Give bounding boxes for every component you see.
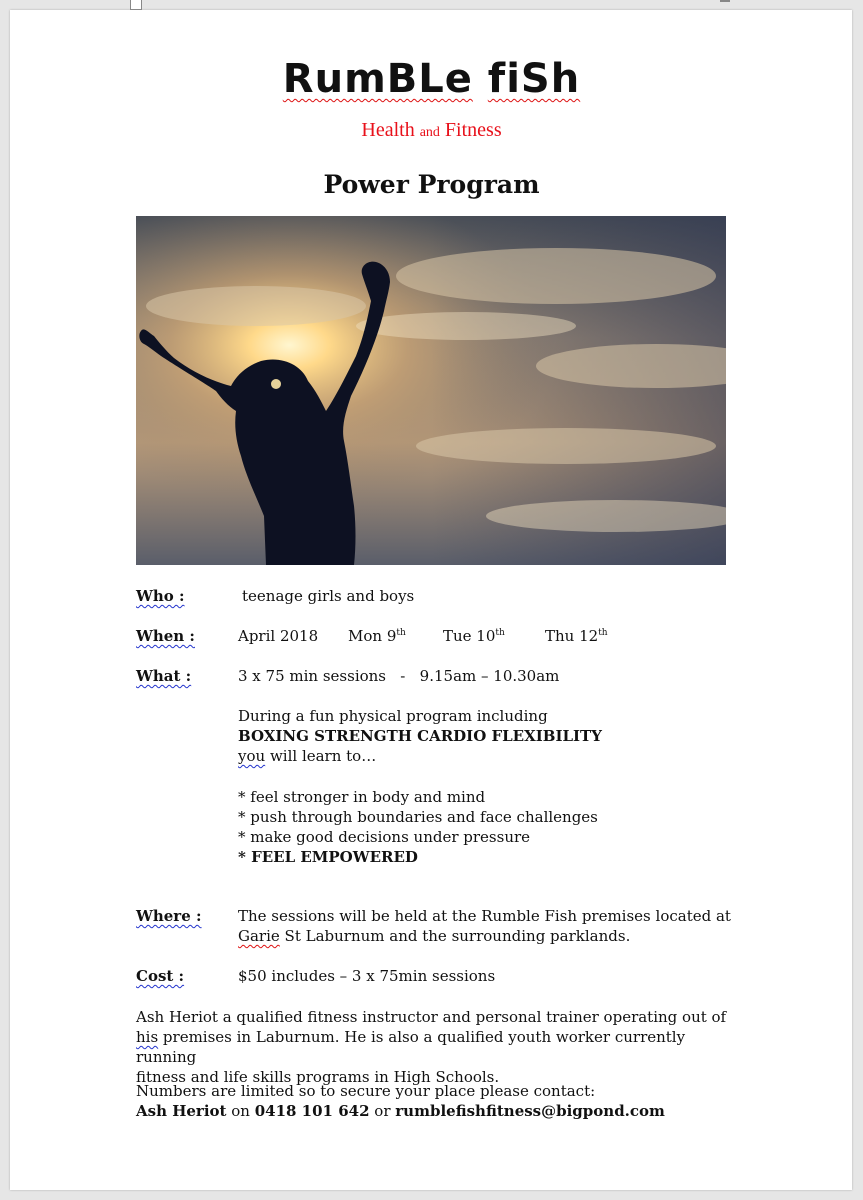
what-label: What :	[136, 667, 192, 685]
what-activities: BOXING STRENGTH CARDIO FLEXIBILITY	[238, 727, 602, 745]
what-intro: During a fun physical program including	[238, 707, 548, 725]
margin-corner-mark	[720, 0, 730, 2]
learn-rest: will learn to…	[265, 747, 377, 765]
day-suffix: th	[598, 628, 608, 638]
about-line	[136, 1027, 736, 1067]
when-day	[545, 627, 608, 645]
when-label: When :	[136, 627, 195, 645]
where-rest: St Laburnum and the surrounding parklands.	[279, 927, 631, 945]
contact-paragraph	[136, 1081, 736, 1121]
page-title: Power Program	[323, 170, 540, 199]
tagline-text: Health	[361, 119, 420, 141]
brand-logo-text	[0, 56, 863, 102]
tagline-text: Fitness	[439, 119, 502, 141]
contact-line	[136, 1101, 736, 1121]
day-text: Mon 9	[348, 627, 397, 645]
contact-name: Ash Heriot	[136, 1102, 227, 1120]
contact-phone: 0418 101 642	[254, 1102, 370, 1120]
what-sessions: 3 x 75 min sessions - 9.15am – 10.30am	[238, 667, 560, 685]
about-his: his	[136, 1028, 159, 1046]
brand-tagline	[0, 119, 863, 142]
learn-you: you	[238, 747, 266, 765]
about-line: fitness and life skills programs in High Schools.	[136, 1068, 500, 1086]
day-text: Tue 10	[443, 627, 496, 645]
where-line: The sessions will be held at the Rumble Fish premises located at	[238, 907, 731, 925]
brand-word: RumBLe	[282, 56, 473, 102]
contact-email: rumblefishfitness@bigpond.com	[395, 1102, 665, 1120]
when-month: April 2018	[238, 627, 319, 645]
tagline-text: and	[419, 125, 440, 140]
contact-joiner: or	[369, 1102, 396, 1120]
benefit-item: * push through boundaries and face challenges	[238, 808, 598, 826]
who-value: teenage girls and boys	[242, 587, 415, 605]
where-label: Where :	[136, 907, 202, 925]
brand-word: fiSh	[487, 56, 581, 102]
when-day	[348, 627, 406, 645]
who-label: Who :	[136, 587, 185, 605]
contact-intro: Numbers are limited so to secure your place please contact:	[136, 1082, 596, 1100]
benefit-item-bold: * FEEL EMPOWERED	[238, 848, 418, 866]
what-learn	[238, 747, 376, 765]
when-day	[443, 627, 505, 645]
hero-image	[136, 216, 726, 565]
margin-corner-mark	[130, 0, 142, 10]
where-line	[238, 927, 630, 945]
cost-value: $50 includes – 3 x 75min sessions	[238, 967, 496, 985]
about-line: Ash Heriot a qualified fitness instructor and personal trainer operating out of	[136, 1008, 727, 1026]
contact-joiner: on	[226, 1102, 255, 1120]
day-suffix: th	[495, 628, 505, 638]
about-rest: premises in Laburnum. He is also a qualified youth worker currently running	[136, 1028, 686, 1066]
about-paragraph	[136, 1007, 736, 1087]
day-text: Thu 12	[545, 627, 599, 645]
cost-label: Cost :	[136, 967, 185, 985]
where-street: Garie	[238, 927, 280, 945]
day-suffix: th	[396, 628, 406, 638]
benefit-item: * make good decisions under pressure	[238, 828, 531, 846]
benefit-item: * feel stronger in body and mind	[238, 788, 486, 806]
